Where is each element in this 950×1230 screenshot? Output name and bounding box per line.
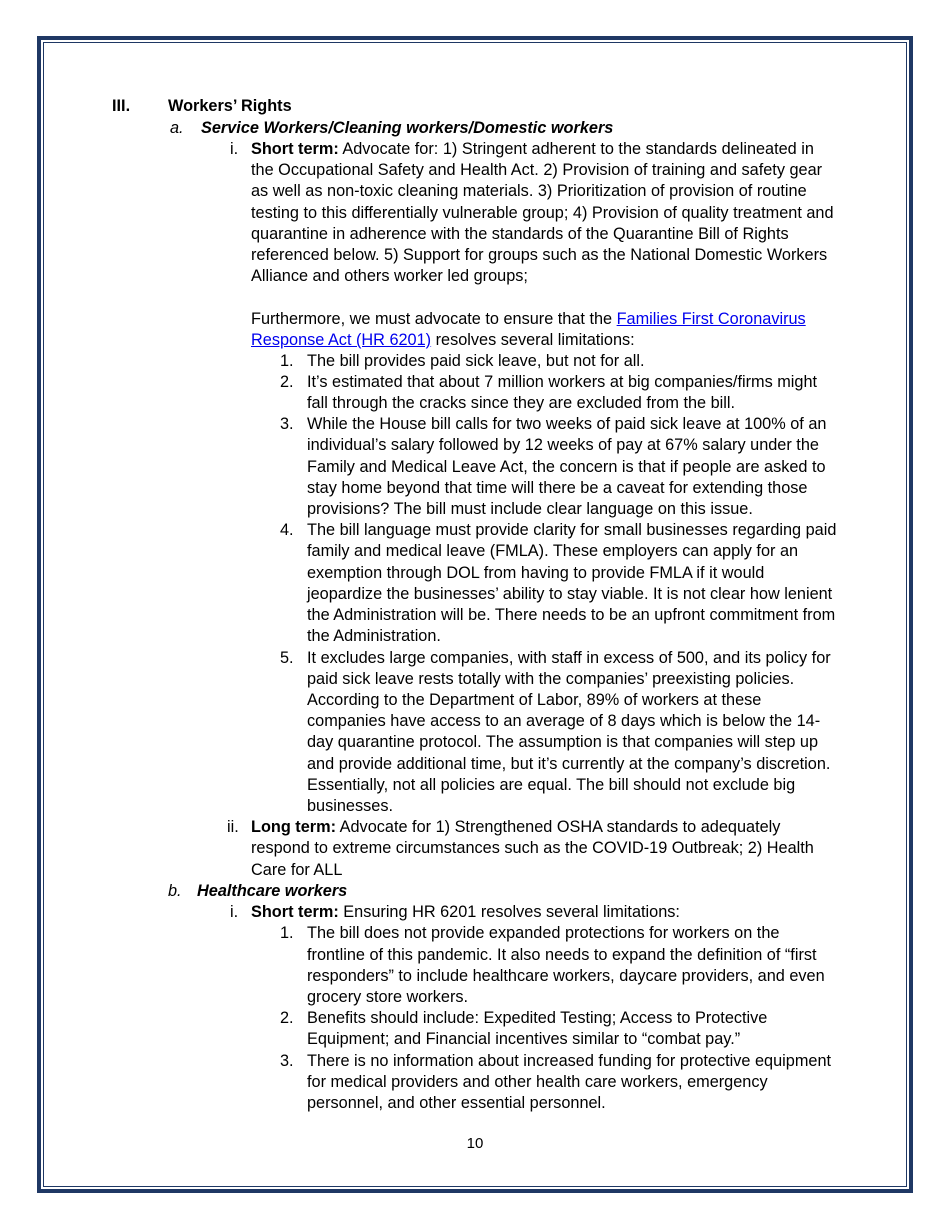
a-point-5-line: Essentially, not all policies are equal. The bill should not exclude big [307, 776, 796, 794]
item-a-i-line-5: referenced below. 5) Support for groups such as the National Domestic Workers [251, 246, 828, 264]
a-point-5-line: day quarantine protocol. The assumption is that companies will step up [307, 733, 819, 751]
a-point-5-line: paid sick leave rests totally with the companies’ preexisting policies. [307, 670, 795, 688]
a-point-4-line: The bill language must provide clarity for small businesses regarding paid [307, 521, 837, 539]
item-a-i-numeral: i. [230, 140, 239, 158]
furthermore-text: Furthermore, we must advocate to ensure that the [251, 310, 617, 328]
item-a-i-line-4: quarantine in adherence with the standards of the Quarantine Bill of Rights [251, 225, 789, 243]
a-point-4-num: 4. [280, 521, 294, 539]
a-point-3-line: Family and Medical Leave Act, the concern is that if people are asked to [307, 458, 826, 476]
item-a-ii-text: Advocate for 1) Strengthened OSHA standards to adequately [339, 818, 781, 836]
b-point-2-line: Benefits should include: Expedited Testing; Access to Protective [307, 1009, 768, 1027]
item-a-i-line-3: testing to this differentially vulnerable group; 4) Provision of quality treatment and [251, 204, 834, 222]
page-number: 10 [466, 1135, 484, 1152]
item-a-i-line-6: Alliance and others worker led groups; [251, 267, 528, 285]
a-point-2-line: fall through the cracks since they are excluded from the bill. [307, 394, 736, 412]
a-point-4-line: the Administration will be. There needs to be an upfront commitment from [307, 606, 836, 624]
sub-a-title: Service Workers/Cleaning workers/Domestic workers [201, 119, 614, 137]
item-a-i-line-2: as well as non-toxic cleaning materials. 3) Prioritization of provision of routine [251, 182, 807, 200]
b-point-3-line: There is no information about increased funding for protective equipment [307, 1052, 832, 1070]
item-a-ii-line-2: Care for ALL [251, 861, 343, 879]
a-point-3-line: While the House bill calls for two weeks of paid sick leave at 100% of an [307, 415, 827, 433]
a-point-4-line: family and medical leave (FMLA). These employers can apply for an [307, 542, 799, 560]
b-point-1-line: grocery store workers. [307, 988, 469, 1006]
item-a-i-line-0 [251, 139, 814, 160]
sub-a-letter: a. [170, 119, 184, 137]
b-point-1-line: frontline of this pandemic. It also needs to expand the definition of “first [307, 946, 817, 964]
hr6201-link-part1[interactable]: Families First Coronavirus [616, 310, 806, 328]
b-point-3-line: personnel, and other essential personnel. [307, 1094, 606, 1112]
b-point-3-num: 3. [280, 1052, 294, 1070]
b-point-1-line: The bill does not provide expanded protections for workers on the [307, 924, 780, 942]
item-a-i-line-1: the Occupational Safety and Health Act. 2) Provision of training and safety gear [251, 161, 823, 179]
a-point-3-num: 3. [280, 415, 294, 433]
sub-b-letter: b. [168, 882, 182, 900]
a-point-5-line: companies have access to an average of 8 days which is below the 14- [307, 712, 821, 730]
hr6201-link-part2[interactable]: Response Act (HR 6201) [251, 331, 432, 349]
b-point-1-num: 1. [280, 924, 294, 942]
a-point-1-num: 1. [280, 352, 294, 370]
item-b-i-numeral: i. [230, 903, 239, 921]
long-term-label: Long term: [251, 818, 337, 836]
b-point-2-line: Equipment; and Financial incentives similar to “combat pay.” [307, 1030, 741, 1048]
item-b-i-line-0 [251, 902, 680, 923]
a-point-2-num: 2. [280, 373, 294, 391]
a-point-5-line: It excludes large companies, with staff in excess of 500, and its policy for [307, 649, 831, 667]
a-point-2-line: It’s estimated that about 7 million workers at big companies/firms might [307, 373, 818, 391]
a-point-5-line: According to the Department of Labor, 89% of workers at these [307, 691, 762, 709]
a-point-1-line: The bill provides paid sick leave, but not for all. [307, 352, 645, 370]
section-title: Workers’ Rights [168, 97, 292, 115]
a-point-3-line: provisions? The bill must include clear language on this issue. [307, 500, 753, 518]
furthermore-line-2 [251, 330, 635, 351]
item-a-ii-numeral: ii. [227, 818, 239, 836]
item-a-ii-line-0 [251, 817, 780, 838]
section-numeral: III. [112, 97, 131, 115]
item-a-i-text: Advocate for: 1) Stringent adherent to the standards delineated in [342, 140, 814, 158]
furthermore-line-1 [251, 309, 806, 330]
b-point-1-line: responders” to include healthcare workers, daycare providers, and even [307, 967, 825, 985]
a-point-4-line: jeopardize the businesses’ ability to stay viable. It is not clear how lenient [307, 585, 833, 603]
furthermore-tail: resolves several limitations: [431, 331, 635, 349]
item-a-ii-line-1: respond to extreme circumstances such as the COVID-19 Outbreak; 2) Health [251, 839, 814, 857]
b-point-3-line: for medical providers and other health care workers, emergency [307, 1073, 768, 1091]
a-point-3-line: individual’s salary followed by 12 weeks of pay at 67% salary under the [307, 436, 819, 454]
a-point-3-line: stay home beyond that time will there be a caveat for extending those [307, 479, 808, 497]
a-point-4-line: exemption through DOL from having to provide FMLA if it would [307, 564, 765, 582]
short-term-label: Short term: [251, 140, 339, 158]
item-b-i-text: Ensuring HR 6201 resolves several limitations: [343, 903, 680, 921]
a-point-4-line: the Administration. [307, 627, 441, 645]
short-term-label: Short term: [251, 903, 339, 921]
a-point-5-line: businesses. [307, 797, 393, 815]
b-point-2-num: 2. [280, 1009, 294, 1027]
sub-b-title: Healthcare workers [197, 882, 348, 900]
a-point-5-line: and provide additional time, but it’s currently at the company’s discretion. [307, 755, 831, 773]
a-point-5-num: 5. [280, 649, 294, 667]
